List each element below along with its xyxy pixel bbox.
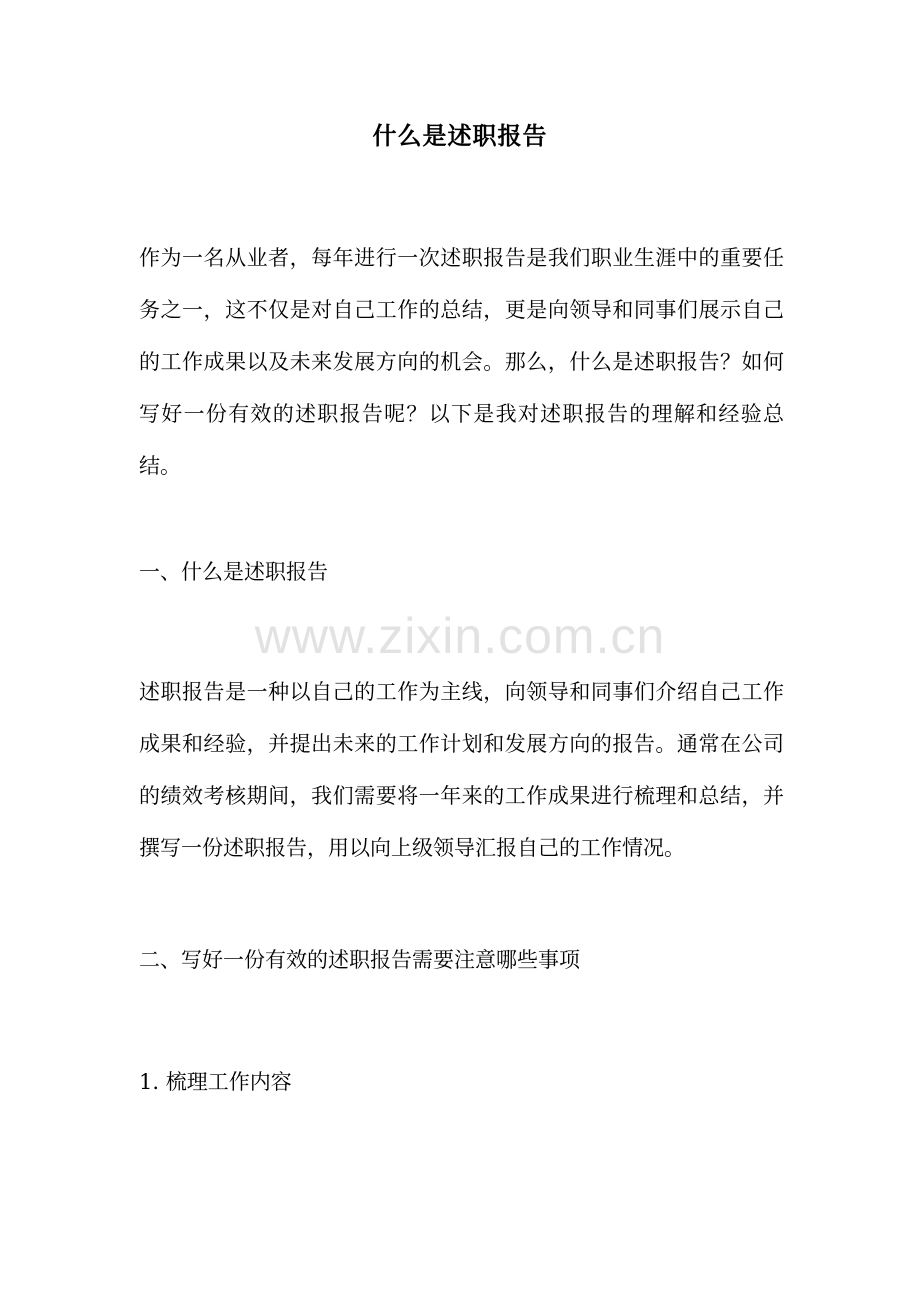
subsection-heading-1: 1. 梳理工作内容 (139, 1070, 292, 1094)
definition-paragraph: 述职报告是一种以自己的工作为主线，向领导和同事们介绍自己工作成果和经验，并提出未来的工作计划和发展方向的报告。通常在公司的绩效考核期间，我们需要将一年来的工作成果进行梳理和总结，并撰写一份述职报告，用以向上级领导汇报自己的工作情况。 (139, 680, 784, 860)
document-title: 什么是述职报告 (372, 121, 548, 150)
section-heading-1: 一、什么是述职报告 (139, 560, 328, 584)
intro-paragraph: 作为一名从业者，每年进行一次述职报告是我们职业生涯中的重要任务之一，这不仅是对自己工作的总结，更是向领导和同事们展示自己的工作成果以及未来发展方向的机会。那么，什么是述职报告？如何写好一份有效的述职报告呢？以下是我对述职报告的理解和经验总结。 (139, 246, 784, 478)
section-heading-2: 二、写好一份有效的述职报告需要注意哪些事项 (139, 948, 580, 972)
site-watermark: www.zixin.com.cn (254, 608, 666, 664)
